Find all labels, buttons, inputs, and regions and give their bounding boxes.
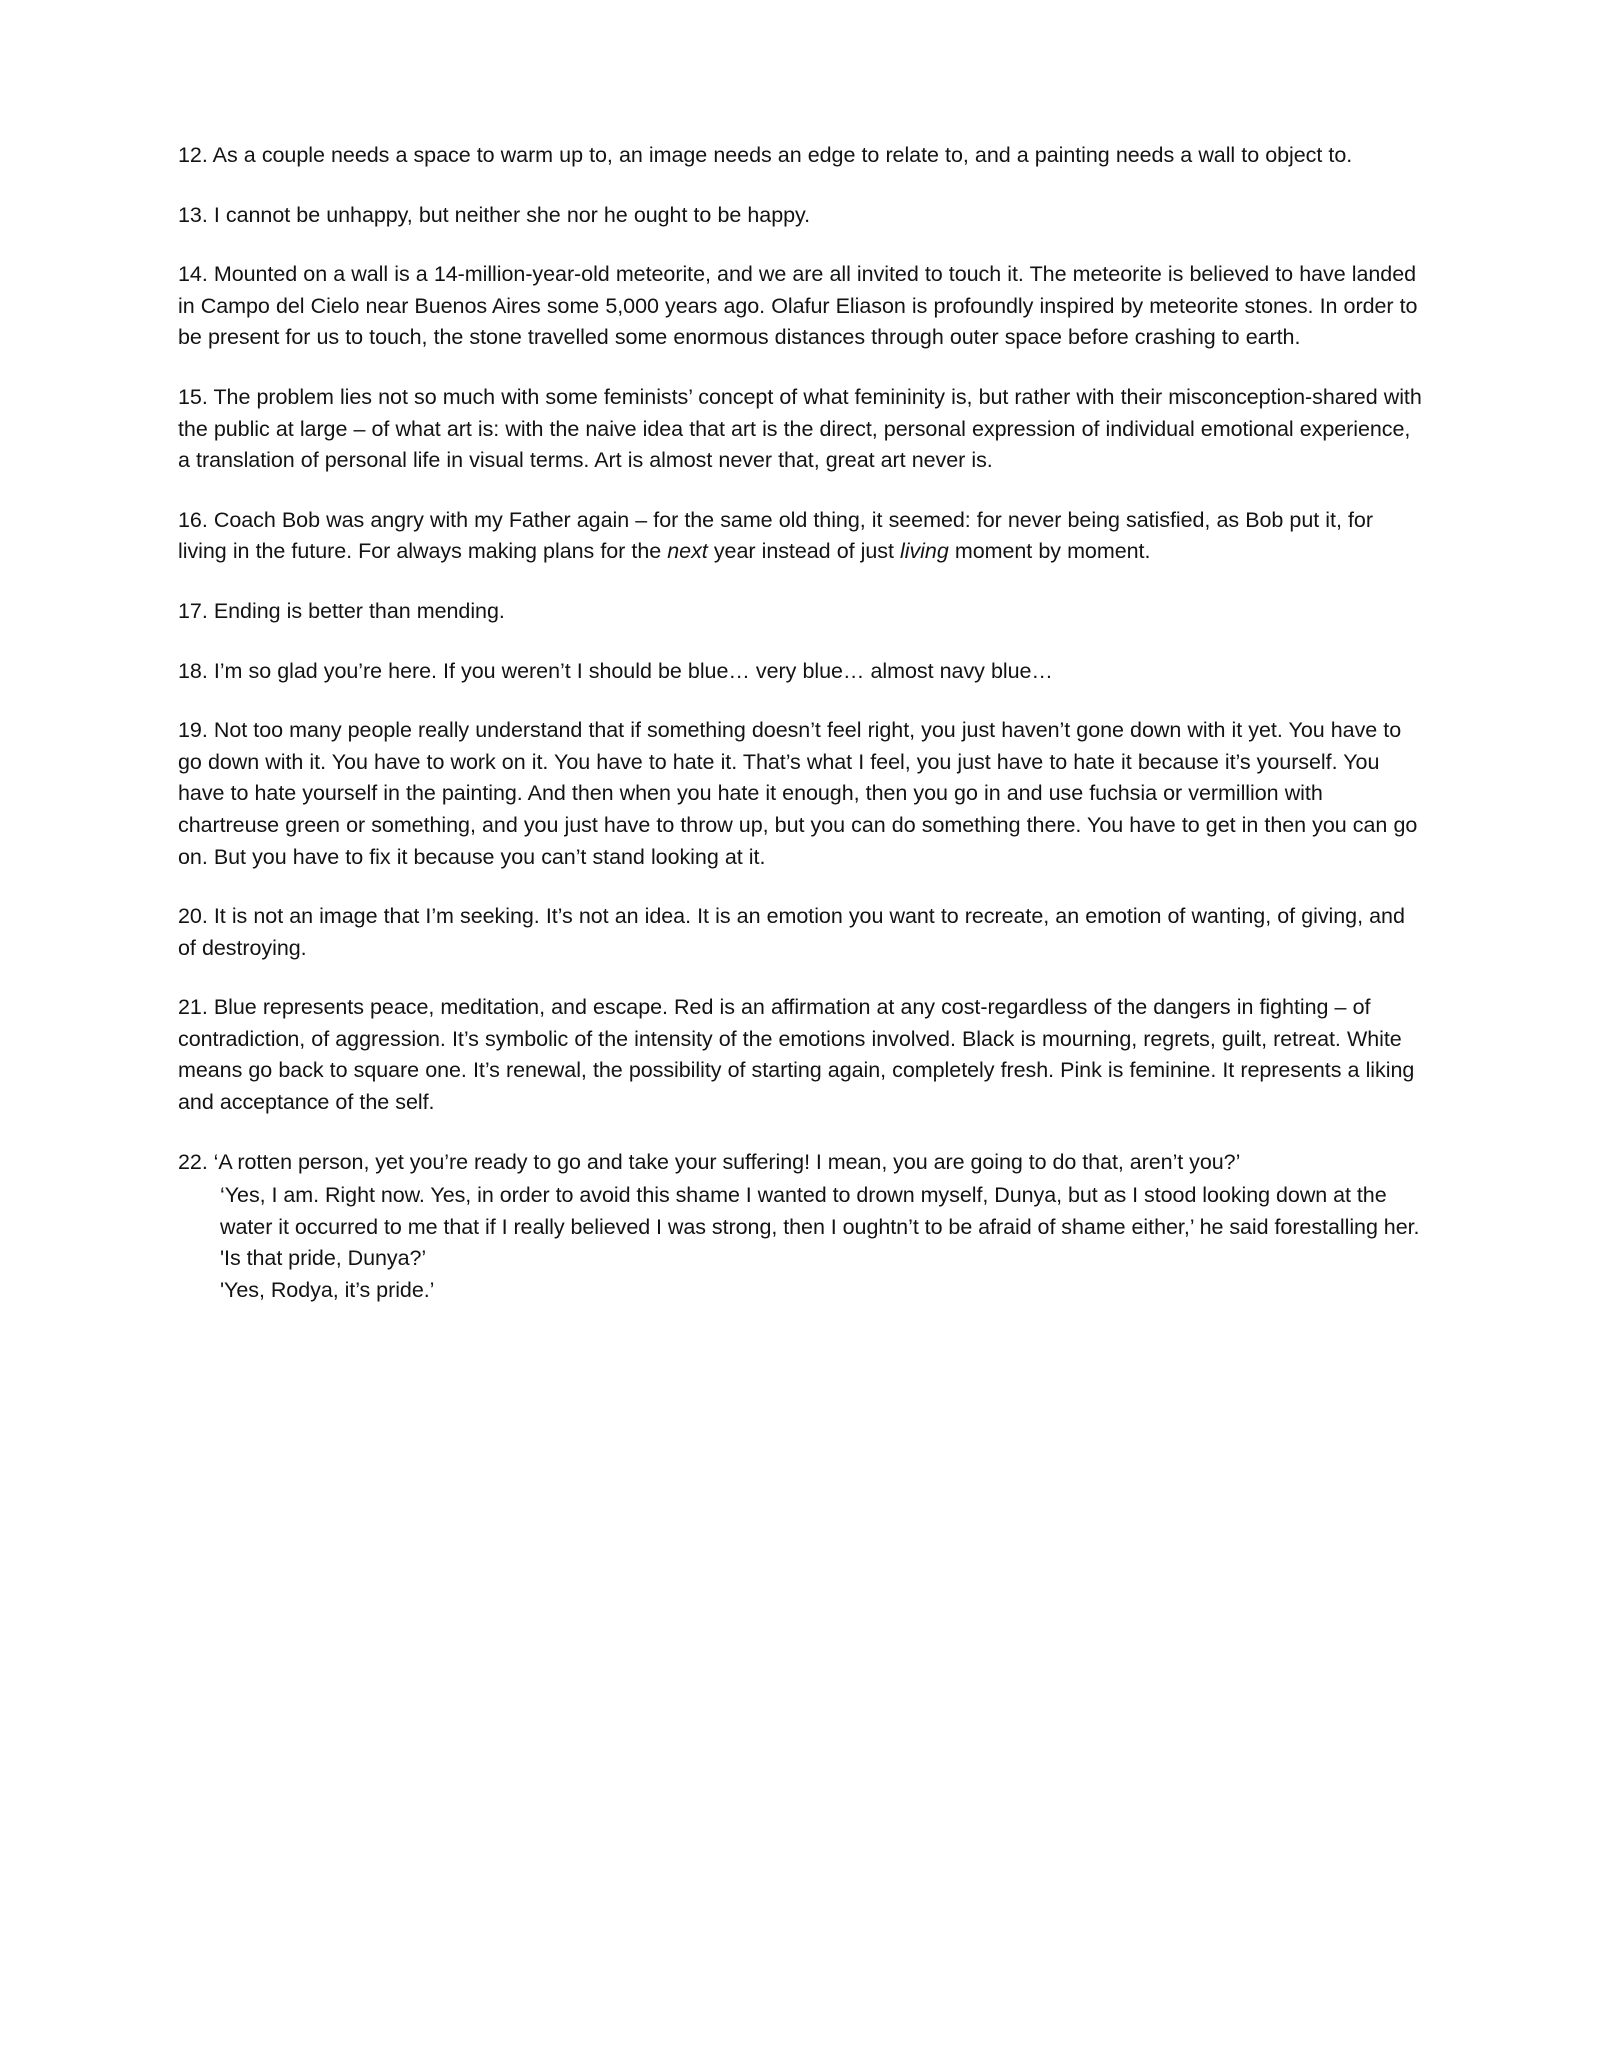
paragraph-20: 20. It is not an image that I’m seeking. It’s not an idea. It is an emotion you want to recreate, an emotion of wanting, of giving, and of destroying. bbox=[178, 904, 1405, 960]
dialogue-line-3: 'Yes, Rodya, it’s pride.’ bbox=[220, 1278, 435, 1303]
paragraph-15: 15. The problem lies not so much with some feminists’ concept of what femininity is, but rather with their misconception-shared with the public at large – of what art is: with the naive idea that art is the direct, personal expression of individual emotional experience, a translation of personal life in visual terms. Art is almost never that, great art never is. bbox=[178, 384, 1422, 473]
dialogue-line-2: 'Is that pride, Dunya?’ bbox=[220, 1246, 427, 1271]
paragraph-16-emphasis-living: living bbox=[900, 539, 949, 564]
paragraph-22-dialogue-block bbox=[220, 1180, 1425, 1306]
paragraph-22-lead: 22. ‘A rotten person, yet you’re ready to go and take your suffering! I mean, you are going to do that, aren’t you?’ bbox=[178, 1149, 1241, 1174]
paragraph-16-segment-3: moment by moment. bbox=[948, 539, 1151, 564]
paragraph-16-emphasis-next: next bbox=[667, 539, 708, 564]
paragraph-12: 12. As a couple needs a space to warm up to, an image needs an edge to relate to, and a painting needs a wall to object to. bbox=[178, 143, 1353, 167]
paragraph-17: 17. Ending is better than mending. bbox=[178, 598, 505, 623]
paragraph-21: 21. Blue represents peace, meditation, and escape. Red is an affirmation at any cost-regardless of the dangers in fighting – of contradiction, of aggression. It’s symbolic of the intensity of the emotions involved. Black is mourning, regrets, guilt, retreat. White means go back to square one. It’s renewal, the possibility of starting again, completely fresh. Pink is feminine. It represents a liking and acceptance of the self. bbox=[178, 995, 1415, 1115]
paragraph-13: 13. I cannot be unhappy, but neither she nor he ought to be happy. bbox=[178, 202, 811, 227]
paragraph-14: 14. Mounted on a wall is a 14-million-year-old meteorite, and we are all invited to touch it. The meteorite is believed to have landed in Campo del Cielo near Buenos Aires some 5,000 years ago. Olafur Eliason is profoundly inspired by meteorite stones. In order to be present for us to touch, the stone travelled some enormous distances through outer space before crashing to earth. bbox=[178, 262, 1418, 350]
paragraph-16-segment-2: year instead of just bbox=[707, 539, 901, 564]
paragraph-19: 19. Not too many people really understand that if something doesn’t feel right, you just haven’t gone down with it yet. You have to go down with it. You have to work on it. You have to hate it. That’s what I feel, you just have to hate it because it’s yourself. You have to hate yourself in the painting. And then when you hate it enough, then you go in and use fuchsia or vermillion with chartreuse green or something, and you just have to throw up, but you can do something there. You have to get in then you can go on. But you have to fix it because you can’t stand looking at it. bbox=[178, 718, 1418, 869]
paragraph-22 bbox=[178, 1147, 1425, 1307]
document-body bbox=[178, 140, 1425, 1307]
paragraph-18: 18. I’m so glad you’re here. If you weren’t I should be blue… very blue… almost navy blue… bbox=[178, 658, 1053, 683]
paragraph-16-segment-1: 16. Coach Bob was angry with my Father again – for the same old thing, it seemed: for never being satisfied, as Bob put it, for living in the future. For always making plans for the bbox=[178, 507, 1373, 564]
paragraph-16 bbox=[178, 505, 1425, 568]
dialogue-line-1: ‘Yes, I am. Right now. Yes, in order to avoid this shame I wanted to drown myself, Dunya, but as I stood looking down at the water it occurred to me that if I really believed I was strong, then I oughtn’t to be afraid of shame either,’ he said forestalling her. bbox=[220, 1183, 1420, 1239]
